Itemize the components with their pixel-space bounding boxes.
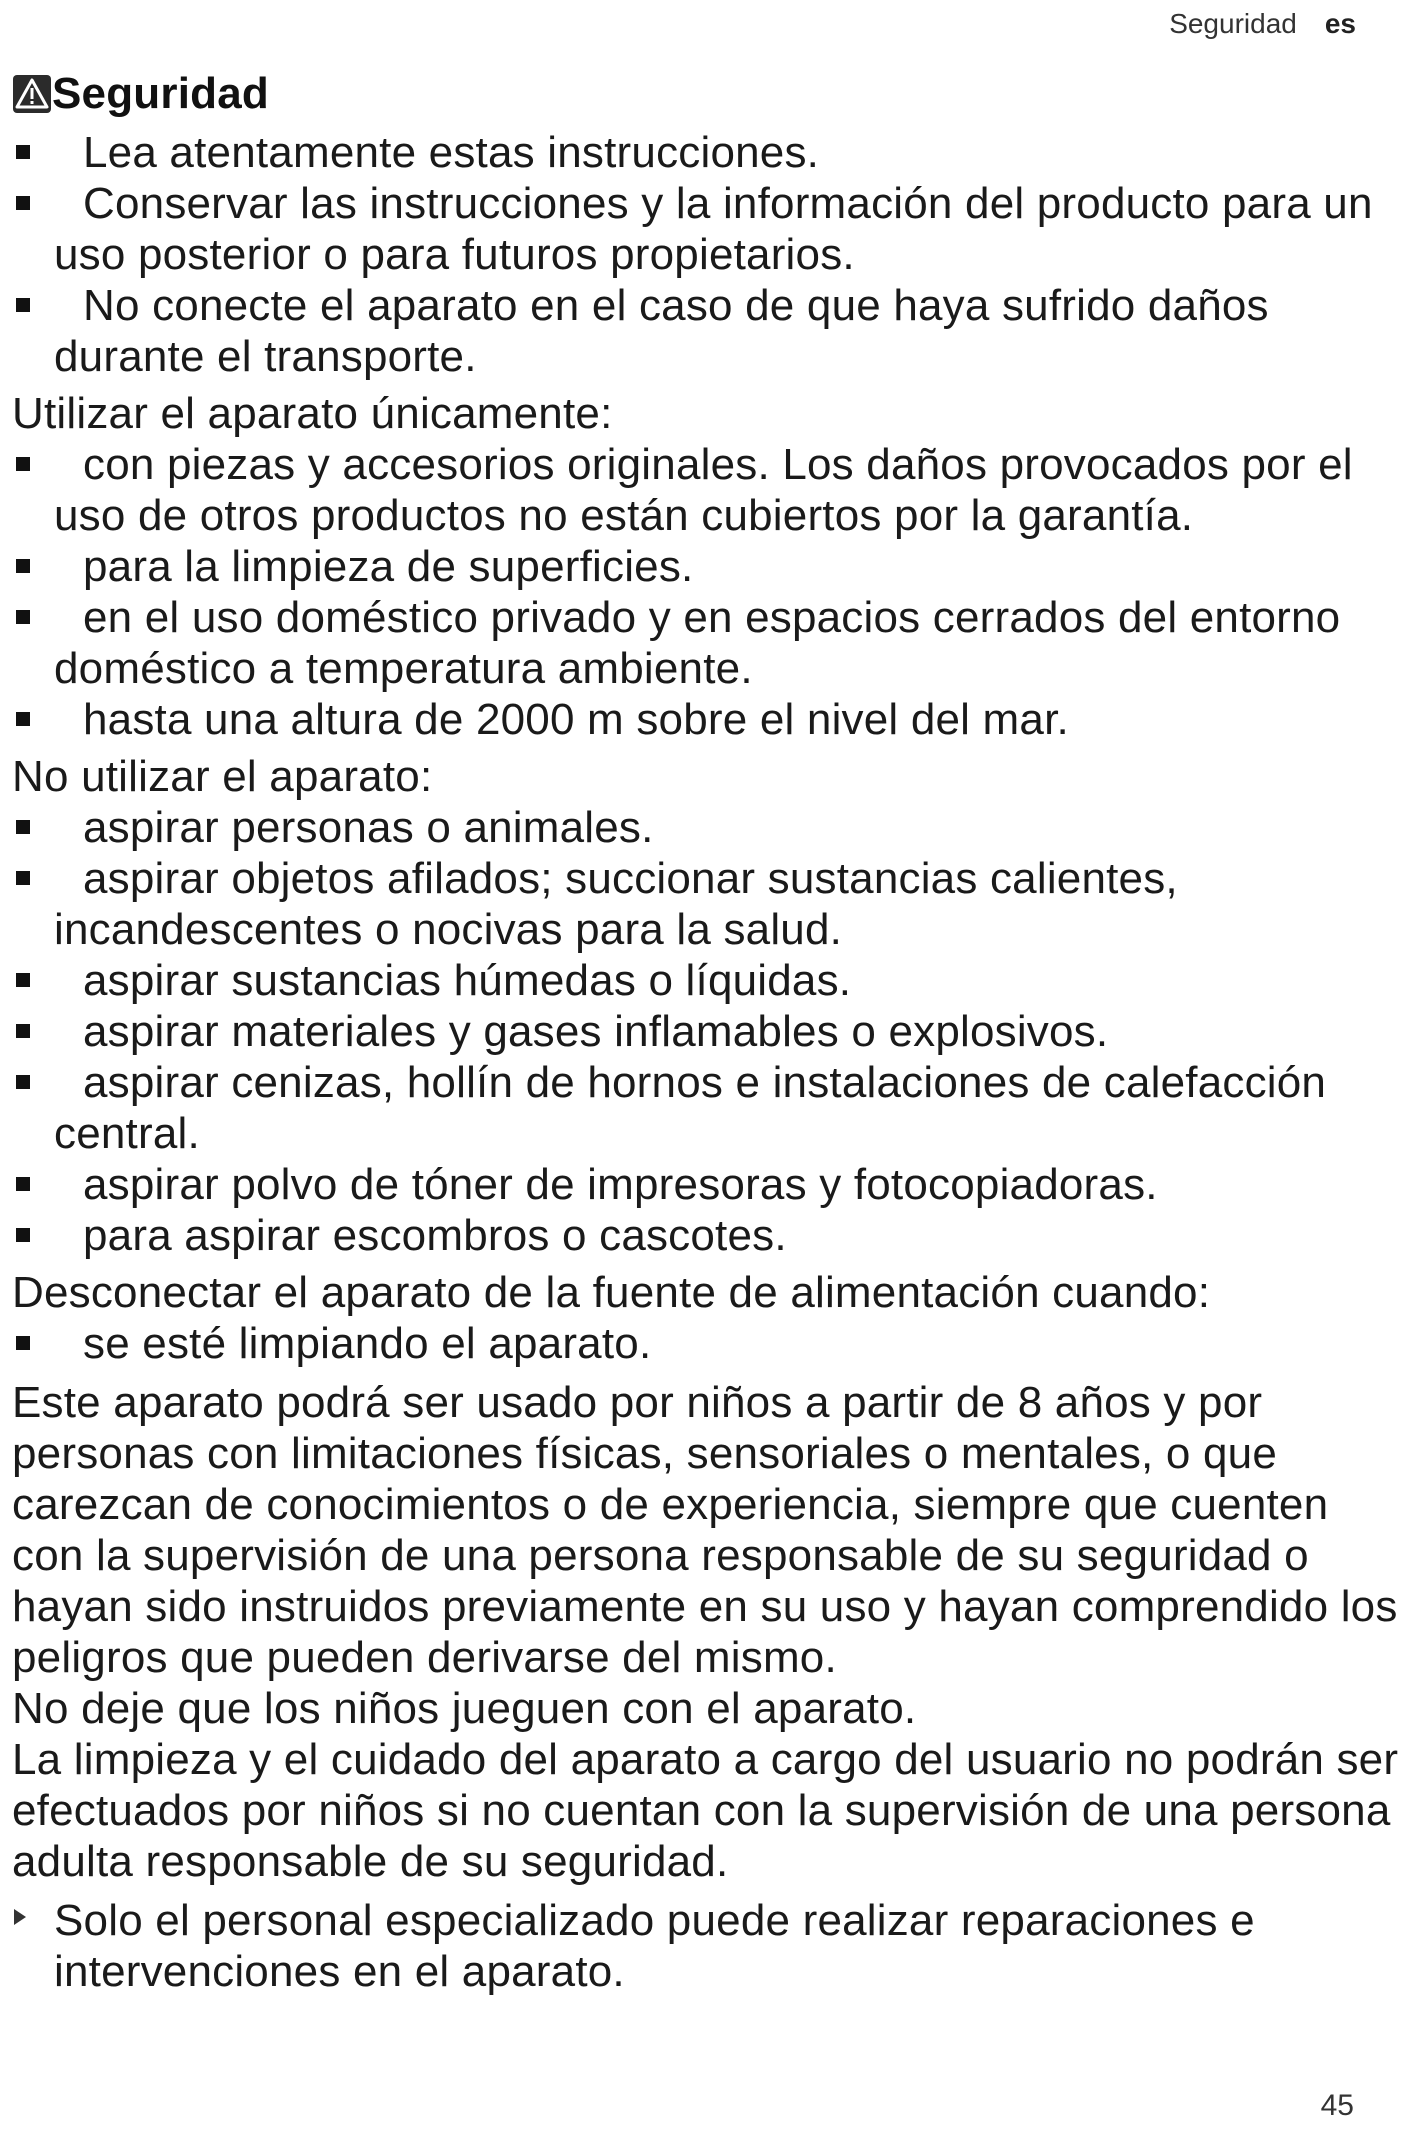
bullet-square-icon	[16, 610, 30, 624]
use-only-lead: Utilizar el aparato únicamente:	[12, 389, 613, 438]
list-item: Lea atentamente estas instrucciones.	[12, 127, 1408, 178]
list-item: para aspirar escombros o cascotes.	[12, 1210, 1408, 1261]
disconnect-lead: Desconectar el aparato de la fuente de alimentación cuando:	[12, 1268, 1211, 1317]
action-instruction	[12, 1895, 1408, 1997]
bullet-square-icon	[16, 196, 30, 210]
page-number: 45	[1320, 2089, 1354, 2122]
list-item: hasta una altura de 2000 m sobre el nivel del mar.	[12, 694, 1408, 745]
document-body	[12, 66, 1408, 1997]
bullet-square-icon	[16, 559, 30, 573]
bullet-square-icon	[16, 1177, 30, 1191]
list-item: aspirar materiales y gases inflamables o explosivos.	[12, 1006, 1408, 1057]
list-item: aspirar cenizas, hollín de hornos e instalaciones de calefacción central.	[12, 1057, 1408, 1159]
list-item: aspirar personas o animales.	[12, 802, 1408, 853]
bullet-square-icon	[16, 1075, 30, 1089]
list-item: se esté limpiando el aparato.	[12, 1318, 1408, 1369]
use-only-list	[12, 439, 1408, 745]
bullet-square-icon	[16, 1336, 30, 1350]
bullet-square-icon	[16, 457, 30, 471]
bullet-square-icon	[16, 1228, 30, 1242]
bullet-square-icon	[16, 973, 30, 987]
children-paragraph: Este aparato podrá ser usado por niños a partir de 8 años y por personas con limitaciones físicas, sensoriales o mentales, o que carezcan de conocimientos o de experiencia, siempre que cuenten con la supervisión de una persona responsable de su seguridad o hayan sido instruidos previamente en su uso y hayan comprendido los peligros que pueden derivarse del mismo.	[12, 1378, 1398, 1682]
list-item: para la limpieza de superficies.	[12, 541, 1408, 592]
section-title	[12, 66, 1408, 122]
cleaning-paragraph: La limpieza y el cuidado del aparato a cargo del usuario no podrán ser efectuados por niños si no cuentan con la supervisión de una persona adulta responsable de su seguridad.	[12, 1735, 1399, 1886]
disconnect-list	[12, 1318, 1408, 1369]
list-item: con piezas y accesorios originales. Los daños provocados por el uso de otros productos no están cubiertos por la garantía.	[12, 439, 1408, 541]
bullet-square-icon	[16, 871, 30, 885]
list-item: aspirar sustancias húmedas o líquidas.	[12, 955, 1408, 1006]
arrow-right-icon	[14, 1909, 26, 1925]
children-play-paragraph: No deje que los niños jueguen con el aparato.	[12, 1684, 917, 1733]
bullet-square-icon	[16, 298, 30, 312]
list-item: No conecte el aparato en el caso de que haya sufrido daños durante el transporte.	[12, 280, 1408, 382]
list-item: aspirar polvo de tóner de impresoras y fotocopiadoras.	[12, 1159, 1408, 1210]
bullet-square-icon	[16, 712, 30, 726]
section-title-text: Seguridad	[52, 69, 269, 118]
list-item: Conservar las instrucciones y la información del producto para un uso posterior o para futuros propietarios.	[12, 178, 1408, 280]
header-language: es	[1324, 8, 1356, 39]
intro-bullet-list	[12, 127, 1408, 382]
list-item: en el uso doméstico privado y en espacios cerrados del entorno doméstico a temperatura ambiente.	[12, 592, 1408, 694]
action-text: Solo el personal especializado puede realizar reparaciones e intervenciones en el aparato.	[54, 1896, 1255, 1996]
list-item: aspirar objetos afilados; succionar sustancias calientes, incandescentes o nocivas para la salud.	[12, 853, 1408, 955]
do-not-use-lead: No utilizar el aparato:	[12, 752, 433, 801]
bullet-square-icon	[16, 1024, 30, 1038]
bullet-square-icon	[16, 820, 30, 834]
warning-triangle-icon	[12, 74, 52, 114]
page-header	[1169, 8, 1356, 40]
header-section: Seguridad	[1169, 8, 1297, 39]
bullet-square-icon	[16, 145, 30, 159]
do-not-use-list	[12, 802, 1408, 1261]
